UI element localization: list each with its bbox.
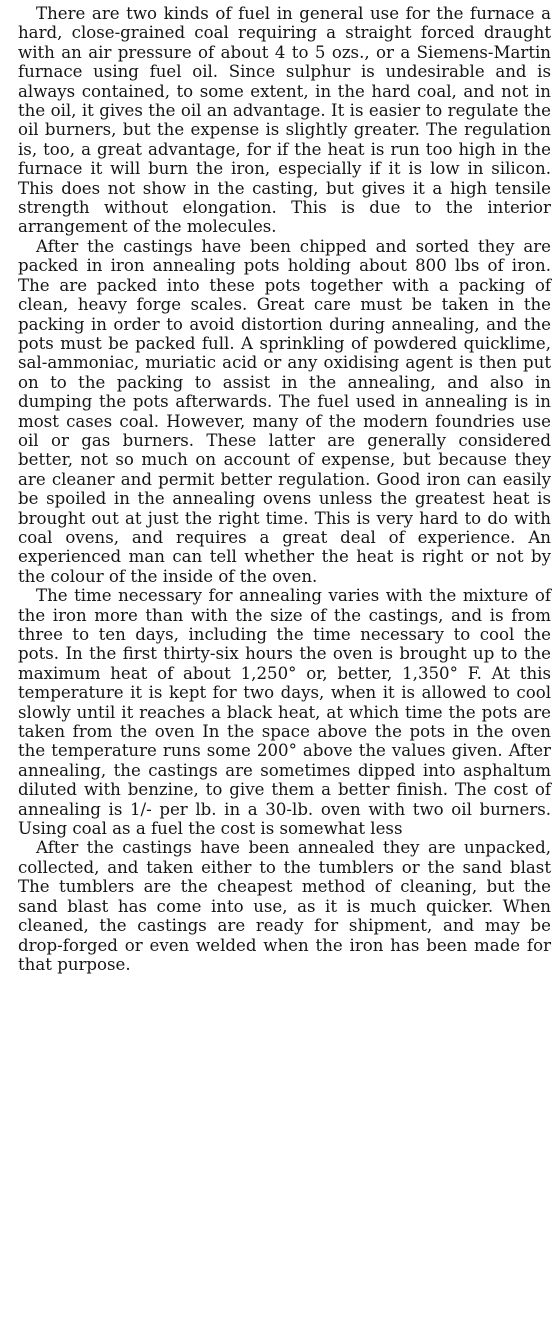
paragraph-annealing-time: The time necessary for annealing varies with the mixture of the iron more than with the size of the castings, and is from three to ten days, including the time necessary to cool the pots. In the first thirty-six hours the oven is brought up to the maximum heat of about 1,250° or, better, 1,350° F. At this temperature it is kept for two days, when it is allowed to cool slowly until it reaches a black heat, at which time the pots are taken from the oven In the space above the pots in the oven the temperature runs some 200° above the values given. After annealing, the castings are sometimes dipped into asphaltum diluted with benzine, to give them a better finish. The cost of annealing is 1/- per lb. in a 30-lb. oven with two oil burners. Using coal as a fuel the cost is somewhat less	[18, 586, 551, 839]
paragraph-fuel: There are two kinds of fuel in general use for the furnace a hard, close-grained coal requiring a straight forced draught with an air pressure of about 4 to 5 ozs., or a Siemens-Martin furnace using fuel oil. Since sulphur is undesirable and is always contained, to some extent, in the hard coal, and not in the oil, it gives the oil an advantage. It is easier to regulate the oil burners, but the expense is slightly greater. The regulation is, too, a great advantage, for if the heat is run too high in the furnace it will burn the iron, especially if it is low in silicon. This does not show in the casting, but gives it a high tensile strength without elongation. This is due to the interior arrangement of the molecules.	[18, 4, 551, 237]
document-page	[18, 4, 551, 974]
paragraph-cleaning: After the castings have been annealed they are unpacked, collected, and taken either to the tumblers or the sand blast The tumblers are the cheapest method of cleaning, but the sand blast has come into use, as it is much quicker. When cleaned, the castings are ready for shipment, and may be drop-forged or even welded when the iron has been made for that purpose.	[18, 838, 551, 974]
paragraph-packing: After the castings have been chipped and sorted they are packed in iron annealing pots holding about 800 lbs of iron. The are packed into these pots together with a packing of clean, heavy forge scales. Great care must be taken in the packing in order to avoid distortion during annealing, and the pots must be packed full. A sprinkling of powdered quicklime, sal-ammoniac, muriatic acid or any oxidising agent is then put on to the packing to assist in the annealing, and also in dumping the pots afterwards. The fuel used in annealing is in most cases coal. However, many of the modern foundries use oil or gas burners. These latter are generally considered better, not so much on account of expense, but because they are cleaner and permit better regulation. Good iron can easily be spoiled in the annealing ovens unless the greatest heat is brought out at just the right time. This is very hard to do with coal ovens, and requires a great deal of experience. An experienced man can tell whether the heat is right or not by the colour of the inside of the oven.	[18, 236, 551, 586]
